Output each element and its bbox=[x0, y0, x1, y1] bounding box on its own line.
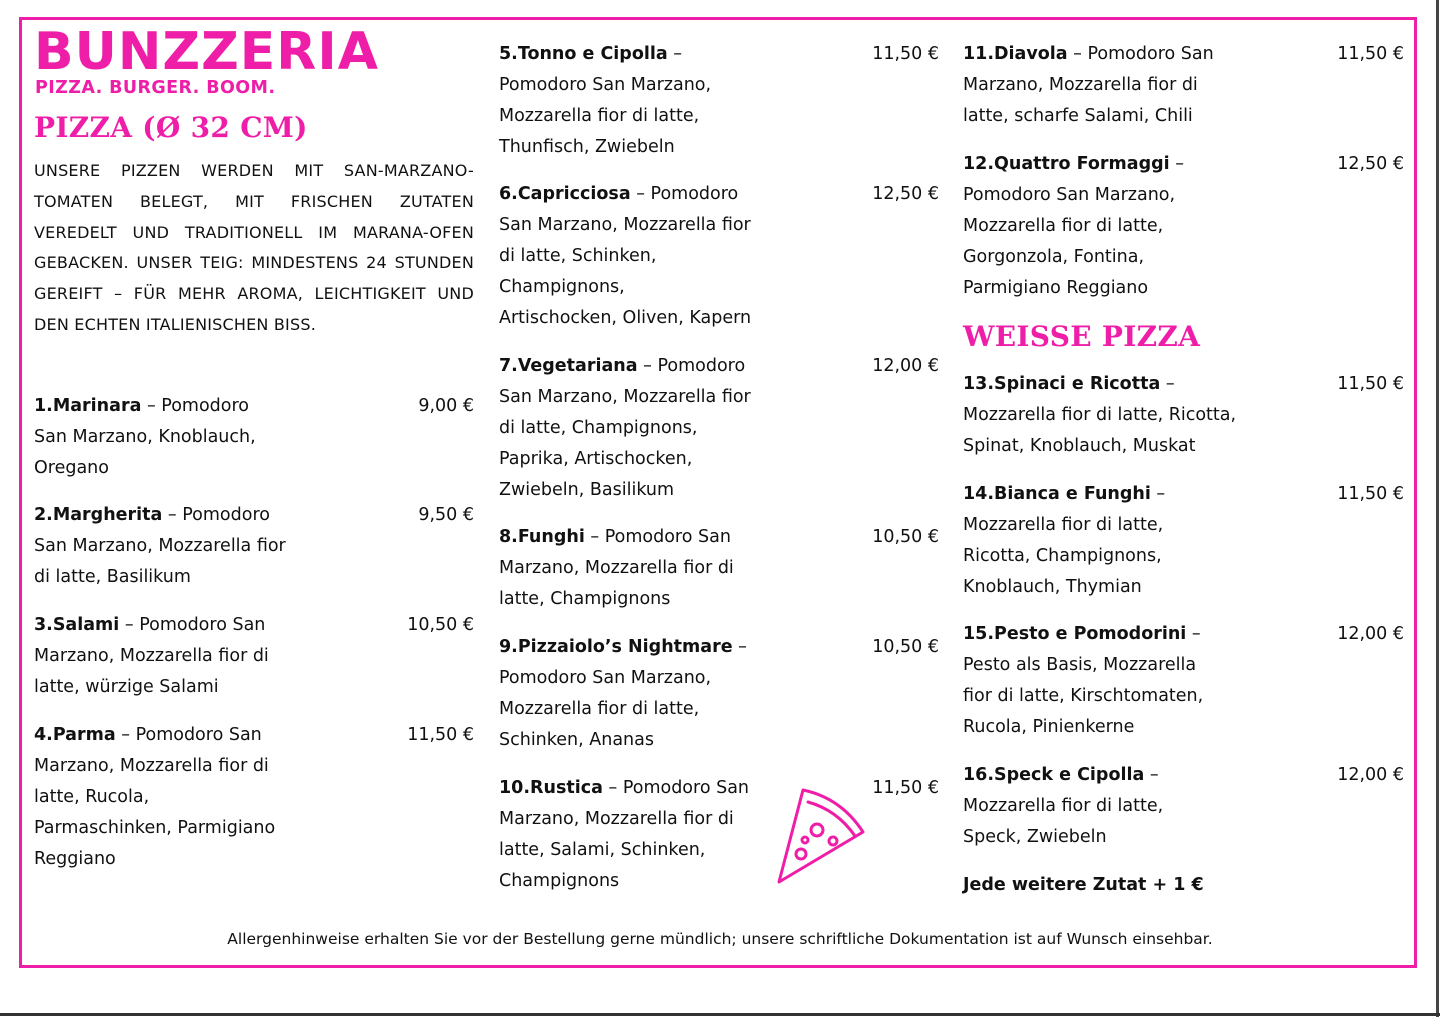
menu-item bbox=[963, 479, 1303, 603]
item-description: – Pomodoro San bbox=[608, 778, 750, 798]
item-price: 12,00 € bbox=[872, 356, 939, 376]
item-description: Mozzarella fior di latte, bbox=[499, 699, 700, 719]
item-price: 9,50 € bbox=[418, 505, 474, 525]
item-description: Reggiano bbox=[34, 849, 116, 869]
item-description: – bbox=[673, 44, 682, 64]
item-description: di latte, Champignons, bbox=[499, 418, 698, 438]
item-description: – Pomodoro bbox=[167, 505, 270, 525]
page-edge bbox=[0, 1013, 1440, 1016]
item-description: di latte, Schinken, bbox=[499, 246, 657, 266]
item-number: 6. bbox=[499, 184, 518, 204]
item-price: 12,00 € bbox=[1337, 624, 1404, 644]
menu-item bbox=[499, 39, 829, 163]
item-price: 10,50 € bbox=[407, 615, 474, 635]
item-description: – Pomodoro San bbox=[1073, 44, 1214, 64]
extra-topping-note: Jede weitere Zutat + 1 € bbox=[963, 875, 1204, 895]
item-number: 4. bbox=[34, 725, 53, 745]
item-name: Diavola bbox=[994, 44, 1068, 64]
menu-item bbox=[34, 610, 364, 703]
menu-item bbox=[499, 632, 839, 756]
item-description: San Marzano, Mozzarella fior bbox=[499, 387, 751, 407]
menu-item bbox=[499, 179, 839, 334]
item-description: Marzano, Mozzarella fior di bbox=[499, 558, 734, 578]
pizza-slice-icon bbox=[775, 782, 871, 886]
item-description: Ricotta, Champignons, bbox=[963, 546, 1162, 566]
item-description: Marzano, Mozzarella fior di bbox=[963, 75, 1198, 95]
item-price: 10,50 € bbox=[872, 527, 939, 547]
item-description: fior di latte, Kirschtomaten, bbox=[963, 686, 1204, 706]
item-number: 15. bbox=[963, 624, 995, 644]
item-number: 11. bbox=[963, 44, 995, 64]
menu-item bbox=[963, 149, 1303, 304]
item-description: San Marzano, Mozzarella fior bbox=[499, 215, 751, 235]
item-description: San Marzano, Mozzarella fior bbox=[34, 536, 286, 556]
item-description: – bbox=[1191, 624, 1201, 644]
item-price: 12,50 € bbox=[1337, 154, 1404, 174]
item-number: 5. bbox=[499, 44, 518, 64]
item-description: Zwiebeln, Basilikum bbox=[499, 480, 675, 500]
item-name: Margherita bbox=[52, 505, 163, 525]
brand-tagline: PIZZA. BURGER. BOOM. bbox=[35, 78, 276, 98]
item-name: Rustica bbox=[530, 778, 603, 798]
item-number: 12. bbox=[963, 154, 995, 174]
item-name: Spinaci e Ricotta bbox=[994, 374, 1161, 394]
page-edge bbox=[1436, 0, 1439, 1017]
item-name: Bianca e Funghi bbox=[994, 484, 1151, 504]
item-description: San Marzano, Knoblauch, bbox=[34, 427, 256, 447]
menu-item bbox=[963, 760, 1303, 853]
item-description: Knoblauch, Thymian bbox=[963, 577, 1142, 597]
menu-item bbox=[963, 39, 1303, 132]
item-name: Capricciosa bbox=[517, 184, 631, 204]
item-price: 11,50 € bbox=[407, 725, 474, 745]
item-description: – bbox=[1165, 374, 1175, 394]
item-description: latte, Rucola, bbox=[34, 787, 150, 807]
item-description: Parmigiano Reggiano bbox=[963, 278, 1149, 298]
menu-item bbox=[963, 619, 1303, 743]
item-description: Mozzarella fior di latte, bbox=[963, 216, 1164, 236]
item-name: Quattro Formaggi bbox=[994, 154, 1170, 174]
item-description: Pesto als Basis, Mozzarella bbox=[963, 655, 1197, 675]
item-description: Paprika, Artischocken, bbox=[499, 449, 693, 469]
item-description: latte, Champignons bbox=[499, 589, 671, 609]
item-price: 11,50 € bbox=[1337, 44, 1404, 64]
item-number: 1. bbox=[34, 396, 53, 416]
item-description: Marzano, Mozzarella fior di bbox=[34, 646, 269, 666]
item-name: Pesto e Pomodorini bbox=[994, 624, 1187, 644]
item-number: 10. bbox=[499, 778, 531, 798]
item-price: 11,50 € bbox=[1337, 374, 1404, 394]
item-description: Mozzarella fior di latte, bbox=[963, 796, 1164, 816]
item-number: 8. bbox=[499, 527, 518, 547]
item-description: Thunfisch, Zwiebeln bbox=[499, 137, 675, 157]
item-price: 10,50 € bbox=[872, 637, 939, 657]
item-description: Rucola, Pinienkerne bbox=[963, 717, 1135, 737]
item-number: 13. bbox=[963, 374, 995, 394]
item-description: – Pomodoro San bbox=[121, 725, 262, 745]
menu-item bbox=[499, 351, 839, 506]
item-number: 14. bbox=[963, 484, 995, 504]
item-price: 11,50 € bbox=[872, 778, 939, 798]
white-pizza-section-title: WEISSE PIZZA bbox=[963, 320, 1201, 353]
item-description: di latte, Basilikum bbox=[34, 567, 191, 587]
item-description: Mozzarella fior di latte, bbox=[963, 515, 1164, 535]
item-description: – bbox=[738, 637, 747, 657]
item-description: Parmaschinken, Parmigiano bbox=[34, 818, 276, 838]
item-name: Salami bbox=[52, 615, 120, 635]
item-number: 9. bbox=[499, 637, 518, 657]
item-description: latte, scharfe Salami, Chili bbox=[963, 106, 1193, 126]
menu-item bbox=[499, 522, 839, 615]
item-description: Marzano, Mozzarella fior di bbox=[499, 809, 734, 829]
item-description: latte, Salami, Schinken, bbox=[499, 840, 706, 860]
item-description: Oregano bbox=[34, 458, 109, 478]
pizza-section-title: PIZZA (Ø 32 CM) bbox=[34, 111, 308, 144]
item-name: Pizzaiolo’s Nightmare bbox=[517, 637, 733, 657]
item-description: Artischocken, Oliven, Kapern bbox=[499, 308, 752, 328]
item-number: 2. bbox=[34, 505, 53, 525]
item-description: latte, würzige Salami bbox=[34, 677, 219, 697]
menu-item bbox=[34, 391, 364, 484]
item-description: Spinat, Knoblauch, Muskat bbox=[963, 436, 1196, 456]
item-description: Pomodoro San Marzano, bbox=[499, 668, 712, 688]
item-price: 9,00 € bbox=[418, 396, 474, 416]
item-name: Funghi bbox=[517, 527, 585, 547]
item-description: Schinken, Ananas bbox=[499, 730, 654, 750]
item-name: Vegetariana bbox=[517, 356, 638, 376]
item-description: Champignons, bbox=[499, 277, 625, 297]
brand-logo: BUNZZERIA bbox=[34, 22, 379, 82]
item-price: 11,50 € bbox=[872, 44, 939, 64]
item-number: 3. bbox=[34, 615, 53, 635]
menu-item bbox=[34, 500, 364, 593]
item-description: – Pomodoro bbox=[636, 184, 739, 204]
item-description: Marzano, Mozzarella fior di bbox=[34, 756, 269, 776]
menu-item bbox=[963, 369, 1303, 462]
intro-text: UNSERE PIZZEN WERDEN MIT SAN-MARZANO-TOMATEN BELEGT, MIT FRISCHEN ZUTATEN VEREDELT UND TRADITIONELL IM MARANA-OFEN GEBACKEN. UNSER TEIG: MINDESTENS 24 STUNDEN GEREIFT – FÜR MEHR AROMA, LEICHTIGKEIT UND DEN ECHTEN ITALIENISCHEN BISS. bbox=[34, 161, 474, 334]
item-description: – Pomodoro bbox=[643, 356, 746, 376]
item-description: Pomodoro San Marzano, bbox=[963, 185, 1176, 205]
menu-item bbox=[34, 720, 364, 875]
item-description: – Pomodoro San bbox=[590, 527, 731, 547]
item-description: – bbox=[1149, 765, 1159, 785]
item-description: Mozzarella fior di latte, Ricotta, bbox=[963, 405, 1237, 425]
item-description: Pomodoro San Marzano, bbox=[499, 75, 712, 95]
item-number: 7. bbox=[499, 356, 518, 376]
item-name: Marinara bbox=[52, 396, 142, 416]
item-name: Tonno e Cipolla bbox=[517, 44, 668, 64]
item-description: Speck, Zwiebeln bbox=[963, 827, 1107, 847]
item-number: 16. bbox=[963, 765, 995, 785]
item-description: Mozzarella fior di latte, bbox=[499, 106, 700, 126]
item-name: Parma bbox=[52, 725, 116, 745]
item-description: – bbox=[1175, 154, 1184, 174]
allergen-note: Allergenhinweise erhalten Sie vor der Bestellung gerne mündlich; unsere schriftliche Dokumentation ist auf Wunsch einsehbar. bbox=[227, 930, 1213, 948]
item-price: 11,50 € bbox=[1337, 484, 1404, 504]
item-description: Champignons bbox=[499, 871, 620, 891]
item-name: Speck e Cipolla bbox=[994, 765, 1145, 785]
item-description: Gorgonzola, Fontina, bbox=[963, 247, 1145, 267]
item-description: – bbox=[1156, 484, 1166, 504]
item-description: – Pomodoro San bbox=[124, 615, 266, 635]
item-price: 12,00 € bbox=[1337, 765, 1404, 785]
item-price: 12,50 € bbox=[872, 184, 939, 204]
item-description: – Pomodoro bbox=[146, 396, 250, 416]
